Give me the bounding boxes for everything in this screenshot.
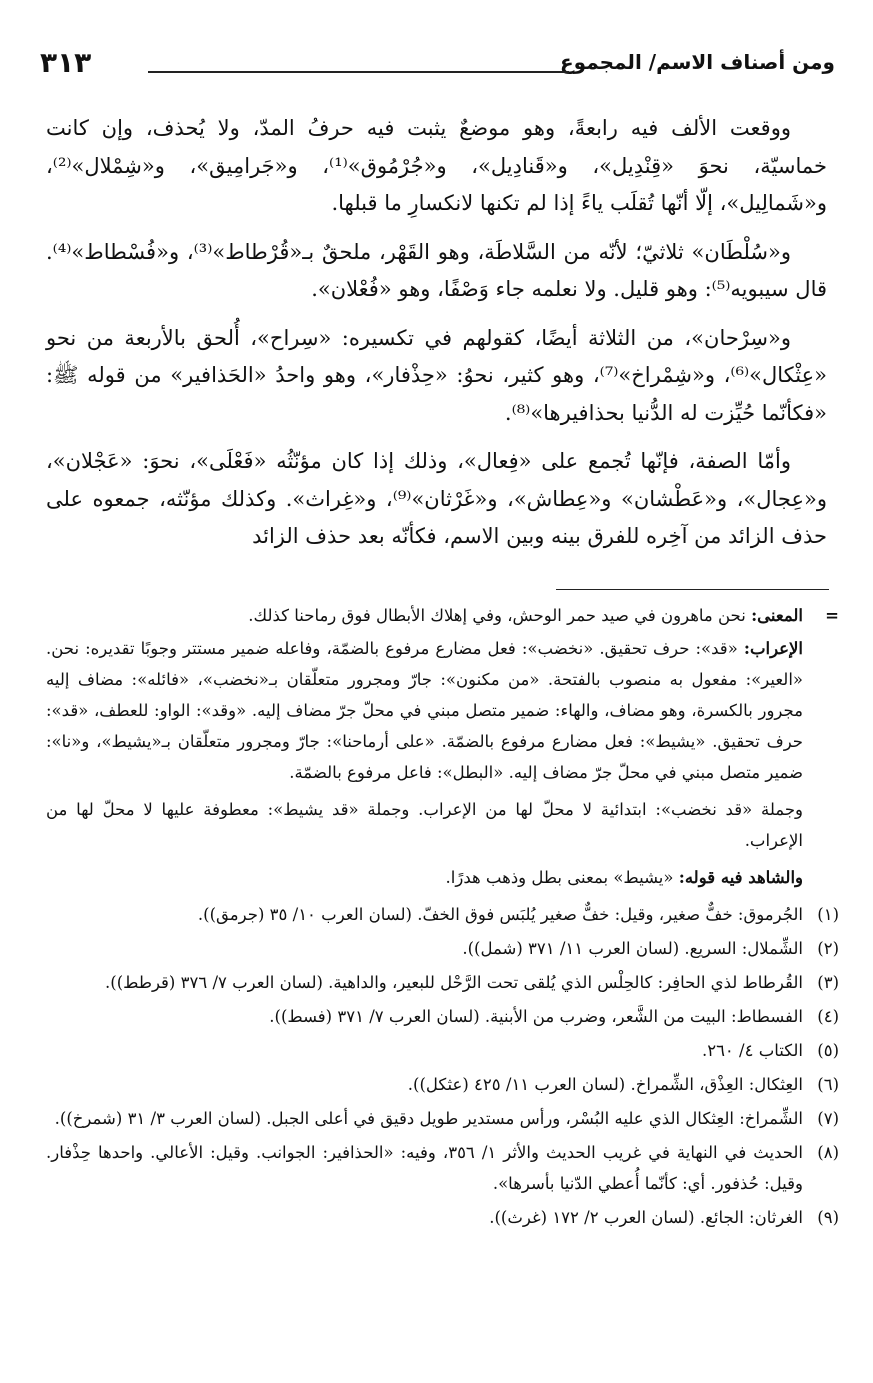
running-head-title: ومن أصناف الاسم/ المجموع xyxy=(560,50,835,74)
footnote-text: الفسطاط: البيت من الشَّعر، وضرب من الأبنية. (لسان العرب ٧/ ٣٧١ (فسط)). xyxy=(269,1007,803,1026)
footnote-text: الشِّمراخ: العِثكال الذي عليه البُسْر، ورأس مستدير طويل دقيق في أعلى الجبل. (لسان العرب ٣/ ٣١ (شمرخ)). xyxy=(54,1109,803,1128)
footnote-number: (٦) xyxy=(817,1075,839,1094)
footnote-number: (١) xyxy=(817,905,839,924)
body-paragraph: و«سِرْحان»، من الثلاثة أيضًا، كقولهم في تكسيره: «سِراح»، أُلحق بالأربعة من نحو «عِثْكال»⁽⁶⁾، و«شِمْراخ»⁽⁷⁾، وهو كثير، نحوُ: «حِذْفار»، وهو واحدُ «الحَذافير» من قوله ﷺ: «فكأنّما حُيِّزت له الدُّنيا بحذافيرها»⁽⁸⁾. xyxy=(46,325,827,425)
footnote-number: (٨) xyxy=(817,1143,839,1162)
main-text xyxy=(46,110,827,567)
footnote-item xyxy=(46,1103,839,1134)
footnote-item xyxy=(46,899,839,930)
running-head-rule xyxy=(148,71,569,73)
evidence-note xyxy=(46,862,803,893)
evidence-label: والشاهد فيه قوله: xyxy=(678,868,803,887)
parsing-text: «قد»: حرف تحقيق. «نخضب»: فعل مضارع مرفوع بالضمّة، وفاعله ضمير مستتر وجوبًا تقديره: نحن. «العير»: مفعول به منصوب بالفتحة. «من مكنون»: جارّ ومجرور متعلّقان بـ«نخضب»، «فائله»: مضاف إليه مجرور بالكسرة، وهو مضاف، والهاء: ضمير متصل مبني في محلّ جرّ مضاف إليه. «وقد»: الواو: للعطف، «قد»: حرف تحقيق. «يشيط»: فعل مضارع مرفوع بالضمّة. «على أرماحنا»: جارّ ومجرور متعلّقان بـ«يشيط»، و«نا»: ضمير متصل مبني في محلّ جرّ مضاف إليه. «البطل»: فاعل مرفوع بالضمّة. xyxy=(46,639,803,782)
sentence-note: وجملة «قد نخضب»: ابتدائية لا محلّ لها من الإعراب. وجملة «قد يشيط»: معطوفة عليها لا محلّ لها من الإعراب. xyxy=(46,800,803,850)
body-paragraph: ووقعت الألف فيه رابعةً، وهو موضعٌ يثبت فيه حرفُ المدّ، ولا يُحذف، وإن كانت خماسيّة، نحوَ «قِنْدِيل»، و«قَنادِيل»، و«جُرْمُوق»⁽¹⁾، و«جَرامِيق»، و«شِمْلال»⁽²⁾، و«شَمالِيل»، إلّا أنّها تُقلَب ياءً إذا لم تكنها لانكسارِ ما قبلها. xyxy=(46,116,827,215)
parsing-note xyxy=(46,633,803,788)
continuation-mark: = xyxy=(825,606,839,625)
continued-note xyxy=(46,600,839,893)
body-paragraph: و«سُلْطَان» ثلاثيّ؛ لأنّه من السَّلاطَة، وهو القَهْر، ملحقٌ بـ«قُرْطاط»⁽³⁾، و«فُسْطاط»⁽⁴⁾. قال سيبويه⁽⁵⁾: وهو قليل. ولا نعلمه جاء وَصْفًا، وهو «فُعْلان». xyxy=(46,239,827,301)
footnote-text: الكتاب ٤/ ٢٦٠. xyxy=(701,1041,803,1060)
footnotes xyxy=(46,600,839,1236)
meaning-label: المعنى: xyxy=(751,606,803,625)
footnote-item xyxy=(46,1069,839,1100)
footnote-number: (٥) xyxy=(817,1041,839,1060)
meaning-note xyxy=(46,600,803,631)
footnote-item xyxy=(46,1001,839,1032)
footnote-number: (٢) xyxy=(817,939,839,958)
footnote-text: الحديث في النهاية في غريب الحديث والأثر ١/ ٣٥٦، وفيه: «الحذافير: الجوانب. وقيل: الأعالي. واحدها حِذْفار. وقيل: حُذفور. أي: كأنّما أُعطي الدّنيا بأسرها». xyxy=(46,1143,804,1193)
meaning-text: نحن ماهرون في صيد حمر الوحش، وفي إهلاك الأبطال فوق رماحنا كذلك. xyxy=(248,606,746,625)
footnote-text: العِثكال: العِذْق، الشِّمراخ. (لسان العرب ١١/ ٤٢٥ (عثكل)). xyxy=(407,1075,803,1094)
parsing-label: الإعراب: xyxy=(743,639,804,658)
footnote-text: الغرثان: الجائع. (لسان العرب ٢/ ١٧٢ (غرث)). xyxy=(489,1208,803,1227)
page-number: ٣١٣ xyxy=(40,46,92,79)
footnote-number: (٩) xyxy=(817,1208,839,1227)
footnote-text: القُرطاط لذي الحافِر: كالحِلْس الذي يُلقى تحت الرَّحْل للبعير، والداهية. (لسان العرب ٧/ ٣٧٦ (قرطط)). xyxy=(105,973,803,992)
footnote-item xyxy=(46,1137,839,1199)
body-paragraph: وأمّا الصفة، فإنّها تُجمع على «فِعال»، وذلك إذا كان مؤنّثُه «فَعْلَى»، نحوَ: «عَجْلان»، و«عِجال»، و«عَطْشان» و«عِطاش»، و«غَرْثان»⁽⁹⁾، و«غِراث». وكذلك مؤنّثه، جمعوه على حذف الزائد من آخِره للفرق بينه وبين الاسم، فكأنّه بعد حذف الزائد xyxy=(46,449,827,548)
footnote-item xyxy=(46,967,839,998)
footnote-item xyxy=(46,1035,839,1066)
footnote-number: (٧) xyxy=(817,1109,839,1128)
footnote-list xyxy=(46,899,839,1233)
evidence-text: «يشيط» بمعنى بطل وذهب هدرًا. xyxy=(445,868,674,887)
running-head xyxy=(40,44,835,84)
footnote-text: الشِّملال: السريع. (لسان العرب ١١/ ٣٧١ (شمل)). xyxy=(462,939,803,958)
footnote-number: (٣) xyxy=(817,973,839,992)
footnote-item xyxy=(46,1202,839,1233)
footnote-item xyxy=(46,933,839,964)
footnote-separator xyxy=(556,589,829,590)
footnote-text: الجُرموق: خفٌّ صغير، وقيل: خفٌّ صغير يُلبَس فوق الخفّ. (لسان العرب ١٠/ ٣٥ (جرمق)). xyxy=(197,905,803,924)
footnote-number: (٤) xyxy=(817,1007,839,1026)
